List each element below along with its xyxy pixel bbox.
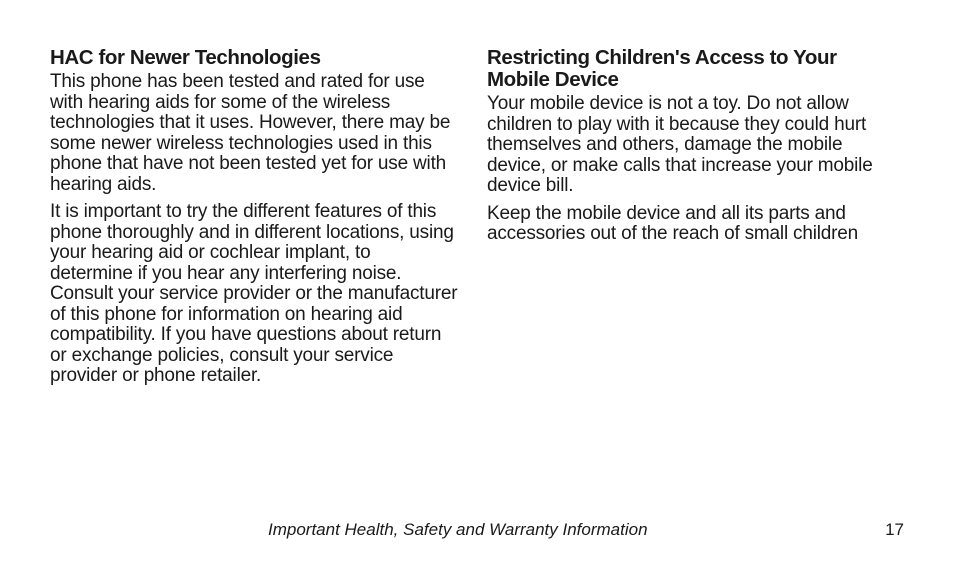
paragraph: This phone has been tested and rated for use with hearing aids for some of the wireless technologies that it uses. However, there may be some newer wireless technologies used in this phone that have not been tested yet for use with hearing aids. — [50, 71, 451, 195]
page-number: 17 — [885, 520, 904, 539]
paragraph: It is important to try the different features of this phone thoroughly and in different locations, using your hearing aid or cochlear implant, to determine if you hear any interfering noise. Consult your service provider or the manufacturer of this phone for information on hearing aid compatibility. If you have questions about return or exchange policies, consult your service provider or phone retailer. — [50, 201, 458, 386]
paragraph: Your mobile device is not a toy. Do not allow children to play with it because they could hurt themselves and others, damage the mobile device, or make calls that increase your mobile device bill. — [487, 93, 873, 196]
section-heading-hac: HAC for Newer Technologies — [50, 46, 321, 69]
section-heading-children-access: Restricting Children's Access to Your Mobile Device — [487, 46, 837, 91]
paragraph: Keep the mobile device and all its parts and accessories out of the reach of small children — [487, 202, 858, 244]
footer-title: Important Health, Safety and Warranty Information — [268, 520, 648, 539]
left-column — [50, 47, 458, 394]
right-column — [487, 47, 897, 252]
